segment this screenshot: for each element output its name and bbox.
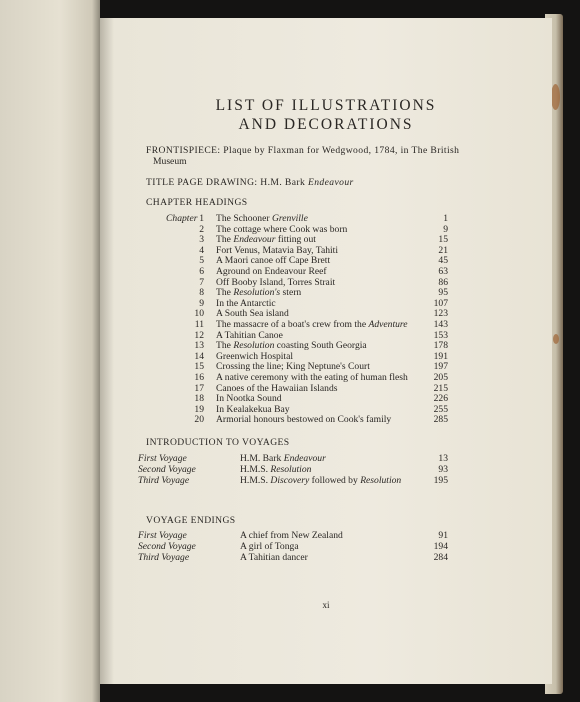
voyage-label: First Voyage [138,530,187,541]
entry-text: fitting out [275,234,316,246]
chapter-number: 19 [194,403,204,415]
chapter-number: 9 [199,297,204,309]
page-number: 123 [433,308,448,320]
page-number: 226 [433,393,448,405]
entry-text: In Kealakekua Bay [216,403,290,415]
chapter-number: 18 [194,393,204,405]
entry-text: The [216,234,234,246]
chapter-number: 12 [194,329,204,341]
chapter-number: 20 [194,414,204,426]
entry-text: Canoes of the Hawaiian Islands [216,382,338,394]
chapter-title [216,351,293,362]
chapter-title [216,414,391,425]
page-number: 95 [438,287,448,299]
page-number: 86 [438,276,448,288]
page-number: 191 [433,350,448,362]
entry-text: A Tahitian Canoe [216,329,283,341]
chapter-number: 3 [199,234,204,246]
page-number: 63 [438,266,448,277]
frontispiece-line-1: FRONTISPIECE: Plaque by Flaxman for Wedgwood, 1784, in The British [146,145,460,156]
page-number: 9 [443,223,448,235]
chapter-number: 13 [194,340,204,352]
entry-text: H.M.S. [240,463,271,475]
chapter-word: Chapter [166,213,198,224]
chapter-title [216,340,367,351]
entry-text: The [216,340,234,352]
foxing-stain [551,84,560,110]
chapter-title [216,255,330,266]
ending-title: A girl of Tonga [240,540,299,552]
entry-ship-name: Endeavour [233,234,276,246]
entry-text: H.M.S. [240,474,271,486]
entry-text: stern [280,287,302,299]
voyage-label: Third Voyage [138,474,190,486]
chapter-number: 16 [194,372,204,383]
page-number: 1 [443,213,448,224]
entry-text: Aground on Endeavour Reef [216,266,327,277]
voyage-endings-heading: VOYAGE ENDINGS [146,515,236,526]
entry-text: A South Sea island [216,308,289,320]
entry-text: A native ceremony with the eating of human flesh [216,372,408,383]
page-number: 143 [433,319,448,330]
page-folio: xi [322,600,330,610]
entry-ship-name: Resolution [233,340,275,352]
entry-text: In the Antarctic [216,297,276,309]
entry-ship-name: Resolution [270,463,312,475]
chapter-number: 14 [194,350,204,362]
voyage-label: Second Voyage [138,463,196,475]
entry-text: Fort Venus, Matavia Bay, Tahiti [216,244,338,256]
entry-ship-name: Grenville [271,213,308,224]
introduction-title [240,464,311,475]
chapter-number: 4 [199,244,204,256]
chapter-title [216,361,370,372]
foxing-stain [553,334,559,344]
entry-text: The cottage where Cook was born [216,223,348,235]
entry-text: The Schooner [216,213,272,224]
chapter-number: 7 [199,276,204,288]
chapter-title [216,404,290,415]
entry-text: Crossing the line; King Neptune's Court [216,361,370,373]
page-number: 195 [433,474,448,486]
entry-text: A Maori canoe off Cape Brett [216,255,331,267]
page-number: 107 [433,297,448,309]
chapter-title [216,277,335,288]
entry-ship-name: Resolution [360,474,402,486]
chapter-number: 11 [194,319,204,330]
entry-text: Greenwich Hospital [216,350,293,362]
page-number: 93 [438,463,448,475]
chapter-number: 2 [199,223,204,235]
voyage-label: Third Voyage [138,551,190,563]
entry-text: Off Booby Island, Torres Strait [216,276,336,288]
entry-text: In Nootka Sound [216,393,282,405]
page-number: 285 [433,414,448,426]
title-page-label: TITLE PAGE DRAWING: H.M. Bark [146,177,308,188]
chapter-title [216,372,408,383]
chapter-title [216,393,282,404]
chapter-number: 17 [194,382,204,394]
chapter-title [216,224,347,235]
page-number: 45 [438,255,448,267]
entry-ship-name: Endeavour [283,453,326,464]
chapter-title [216,383,338,394]
chapter-number: 15 [194,361,204,373]
chapter-headings-heading: CHAPTER HEADINGS [146,197,248,208]
title-page-drawing [146,177,354,188]
page-number: 255 [433,403,448,415]
page-title-line-2: AND DECORATIONS [238,116,414,133]
page-number: 153 [433,329,448,341]
introduction-heading: INTRODUCTION TO VOYAGES [146,437,290,448]
entry-text: The [216,287,234,299]
book-page [100,18,552,684]
frontispiece-line-2: Museum [153,156,187,167]
chapter-title [216,319,408,330]
chapter-title [216,308,289,319]
page-title-line-1: LIST OF ILLUSTRATIONS [215,97,437,114]
title-page-ship: Endeavour [307,177,354,188]
voyage-label: First Voyage [138,453,187,464]
page-number: 284 [433,551,448,563]
chapter-title [216,266,327,277]
introduction-title [240,475,401,486]
entry-ship-name: Adventure [368,319,408,330]
entry-text: Armorial honours bestowed on Cook's family [216,414,392,426]
page-number: 194 [433,540,448,552]
entry-ship-name: Discovery [270,474,310,486]
chapter-title [216,330,283,341]
page-number: 13 [438,453,448,464]
chapter-title [216,298,276,309]
entry-ship-name: Resolution's [233,287,281,299]
chapter-title [216,245,338,256]
ending-title: A Tahitian dancer [240,551,308,563]
entry-text: H.M. Bark [240,453,284,464]
entry-text: followed by [309,474,361,486]
chapter-title [216,213,308,224]
entry-text: coasting South Georgia [274,340,367,352]
page-number: 215 [433,382,448,394]
voyage-label: Second Voyage [138,540,196,552]
chapter-number: 1 [199,213,204,224]
chapter-number: 8 [199,287,204,299]
chapter-number: 10 [194,308,204,320]
page-number: 178 [433,340,448,352]
facing-page-edge [0,0,100,702]
chapter-number: 6 [199,266,204,277]
chapter-title [216,287,301,298]
page-number: 21 [438,244,448,256]
chapter-title [216,234,316,245]
chapter-number: 5 [199,255,204,267]
introduction-title [240,453,326,464]
page-number: 205 [433,372,448,383]
page-number: 91 [438,530,448,541]
page-number: 197 [433,361,448,373]
entry-text: The massacre of a boat's crew from the [216,319,369,330]
ending-title: A chief from New Zealand [240,530,343,541]
page-number: 15 [438,234,448,246]
